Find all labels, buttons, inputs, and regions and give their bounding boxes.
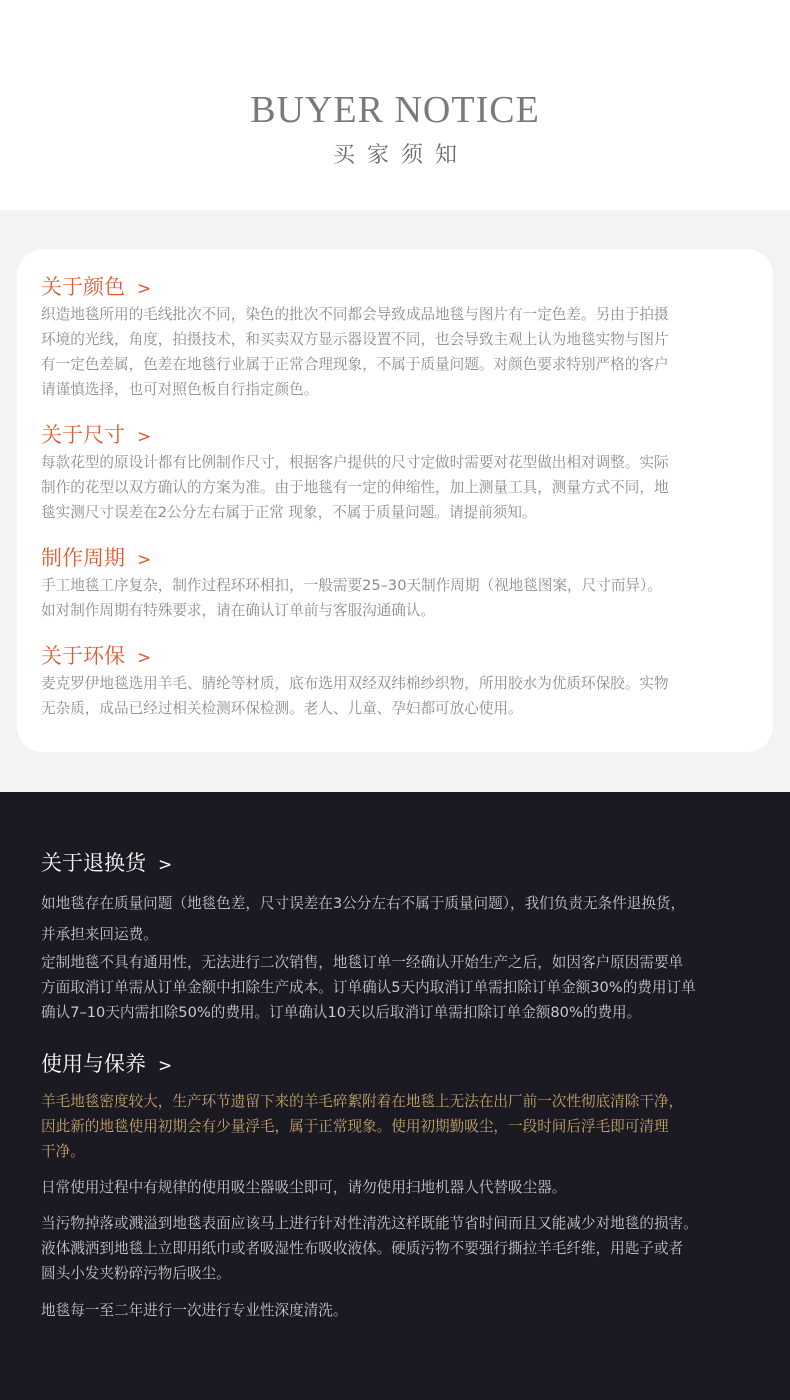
- chevron-right-icon: >: [137, 279, 152, 299]
- chevron-right-icon: >: [137, 427, 152, 447]
- section-body: 每款花型的原设计都有比例制作尺寸，根据客户提供的尺寸定做时需要对花型做出相对调整。实际 制作的花型以双方确认的方案为准。由于地毯有一定的伸缩性，加上测量工具，测量方式不同，地 毯实测尺寸误差在2公分左右属于正常 现象，不属于质量问题。请提前须知。: [41, 454, 669, 521]
- chevron-right-icon: >: [158, 1056, 173, 1076]
- care-paragraph-1: 羊毛地毯密度较大，生产环节遗留下来的羊毛碎絮附着在地毯上无法在出厂前一次性彻底清除干净， 因此新的地毯使用初期会有少量浮毛，属于正常现象。使用初期勤吸尘，一段时间后浮毛即可清理 干净。: [41, 1093, 684, 1160]
- section-returns: [41, 848, 761, 878]
- section-body: 织造地毯所用的毛线批次不同，染色的批次不同都会导致成品地毯与图片有一定色差。另由于拍摄 环境的光线，角度，拍摄技术，和买卖双方显示器设置不同，也会导致主观上认为地毯实物与图片 有一定色差属，色差在地毯行业属于正常合理现象，不属于质量问题。对颜色要求特别严格的客户 请谨慎选择，也可对照色板自行指定颜色。: [41, 306, 669, 398]
- section-care: [41, 1049, 761, 1079]
- care-paragraph-4: 地毯每一至二年进行一次进行专业性深度清洗。: [41, 1302, 348, 1319]
- section-title: 关于退换货 >: [41, 851, 173, 875]
- section-title: 关于颜色 >: [41, 275, 152, 299]
- section-title: 关于环保 >: [41, 644, 152, 668]
- section-environment: [41, 641, 741, 721]
- care-paragraph-2: 日常使用过程中有规律的使用吸尘器吸尘即可，请勿使用扫地机器人代替吸尘器。: [41, 1179, 567, 1196]
- returns-paragraph-2: 定制地毯不具有通用性，无法进行二次销售，地毯订单一经确认开始生产之后，如因客户原因需要单 方面取消订单需从订单金额中扣除生产成本。订单确认5天内取消订单需扣除订单金额30%的费用订单 确认7–10天内需扣除50%的费用。订单确认10天以后取消订单需扣除订单金额80%的费用。: [41, 954, 696, 1021]
- chevron-right-icon: >: [137, 550, 152, 570]
- section-title: 使用与保养 >: [41, 1052, 173, 1076]
- chevron-right-icon: >: [137, 648, 152, 668]
- section-body: 手工地毯工序复杂，制作过程环环相扣，一般需要25–30天制作周期（视地毯图案，尺寸而异）。 如对制作周期有特殊要求，请在确认订单前与客服沟通确认。: [41, 577, 662, 619]
- section-production-cycle: [41, 543, 741, 623]
- care-paragraph-3: 当污物掉落或溅溢到地毯表面应该马上进行针对性清洗这样既能节省时间而且又能减少对地毯的损害。 液体溅洒到地毯上立即用纸巾或者吸湿性布吸收液体。硬质污物不要强行撕拉羊毛纤维，用匙子或者 圆头小发夹粉碎污物后吸尘。: [41, 1215, 698, 1282]
- chevron-right-icon: >: [158, 855, 173, 875]
- section-title: 关于尺寸 >: [41, 423, 152, 447]
- section-title: 制作周期 >: [41, 546, 152, 570]
- returns-paragraph-1: 如地毯存在质量问题（地毯色差，尺寸误差在3公分左右不属于质量问题），我们负责无条件退换货， 并承担来回运费。: [41, 895, 686, 943]
- page-title-cn: 买家须知: [332, 143, 469, 168]
- page-title-en: BUYER NOTICE: [250, 89, 540, 131]
- section-color: [41, 272, 741, 402]
- section-size: [41, 420, 741, 525]
- header: [0, 0, 790, 210]
- section-body: 麦克罗伊地毯选用羊毛、腈纶等材质，底布选用双经双纬棉纱织物，所用胶水为优质环保胶。实物 无杂质，成品已经过相关检测环保检测。老人、儿童、孕妇都可放心使用。: [41, 675, 669, 717]
